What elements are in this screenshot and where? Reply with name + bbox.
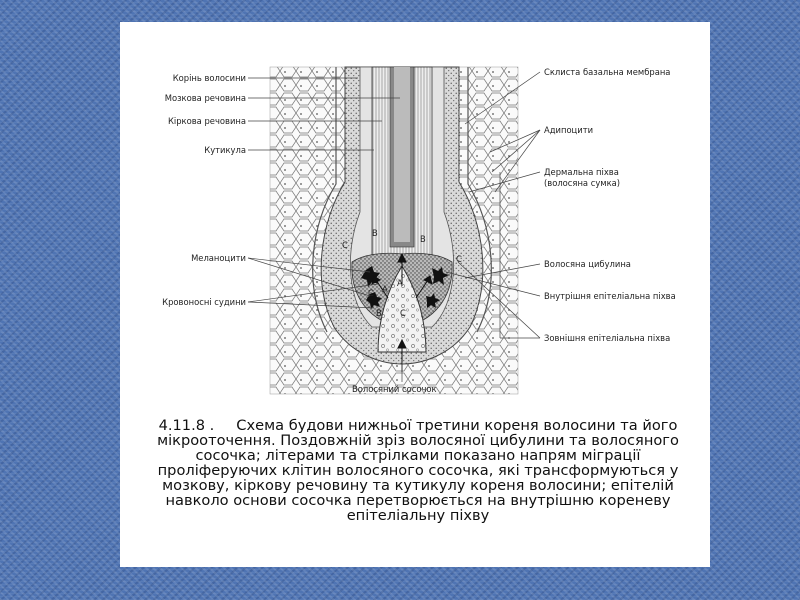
label-dermal-papilla: Волосяний сосочок bbox=[352, 384, 437, 394]
label-melanocytes: Меланоцити bbox=[191, 253, 246, 263]
label-adipocytes: Адипоцити bbox=[544, 125, 594, 135]
figure-caption bbox=[140, 418, 696, 523]
label-medulla: Мозкова речовина bbox=[164, 93, 246, 103]
label-inner-root-sheath: Внутрішня епітеліальна піхва bbox=[544, 291, 676, 301]
label-hair-sac: (волосяна сумка) bbox=[544, 178, 621, 188]
letter-b-left: B bbox=[372, 228, 378, 238]
label-outer-root-sheath: Зовнішня епітеліальна піхва bbox=[544, 333, 671, 343]
label-dermal-sheath: Дермальна піхва bbox=[544, 167, 619, 177]
hair-follicle-figure bbox=[120, 22, 710, 422]
label-glassy-membrane: Склиста базальна мембрана bbox=[544, 67, 671, 77]
letter-b-right: B bbox=[420, 234, 426, 244]
medulla-core bbox=[394, 67, 410, 242]
label-hair-root: Корінь волосини bbox=[172, 73, 246, 83]
letter-c-left: C bbox=[342, 240, 348, 250]
caption-number: 4.11.8 . bbox=[158, 417, 215, 434]
label-cuticle: Кутикула bbox=[204, 145, 246, 155]
letter-c-right: C bbox=[456, 254, 462, 264]
letter-a-left: A bbox=[382, 284, 388, 294]
label-cortex: Кіркова речовина bbox=[167, 116, 246, 126]
caption-text: Схема будови нижньої третини кореня волосини та його мікрооточення. Поздовжній зріз волосяної цибулини та волосяного сосочка; літерами та стрілками показано напрям міграції проліферуючих клітин волосяного сосочка, які трансформуються у мозкову, кіркову речовину та кутикулу кореня волосини; епітелій навколо основи сосочка перетворюється на внутрішню кореневу епітеліальну піхву bbox=[157, 417, 679, 524]
letter-a-center: A bbox=[397, 278, 403, 288]
letter-b-lower: B bbox=[376, 308, 382, 318]
slide bbox=[120, 22, 710, 567]
letter-c-lower-left: C bbox=[368, 288, 374, 298]
label-hair-bulb: Волосяна цибулина bbox=[544, 259, 631, 269]
letter-c-bottom: C bbox=[400, 308, 406, 318]
label-blood-vessels: Кровоносні судини bbox=[162, 297, 246, 307]
